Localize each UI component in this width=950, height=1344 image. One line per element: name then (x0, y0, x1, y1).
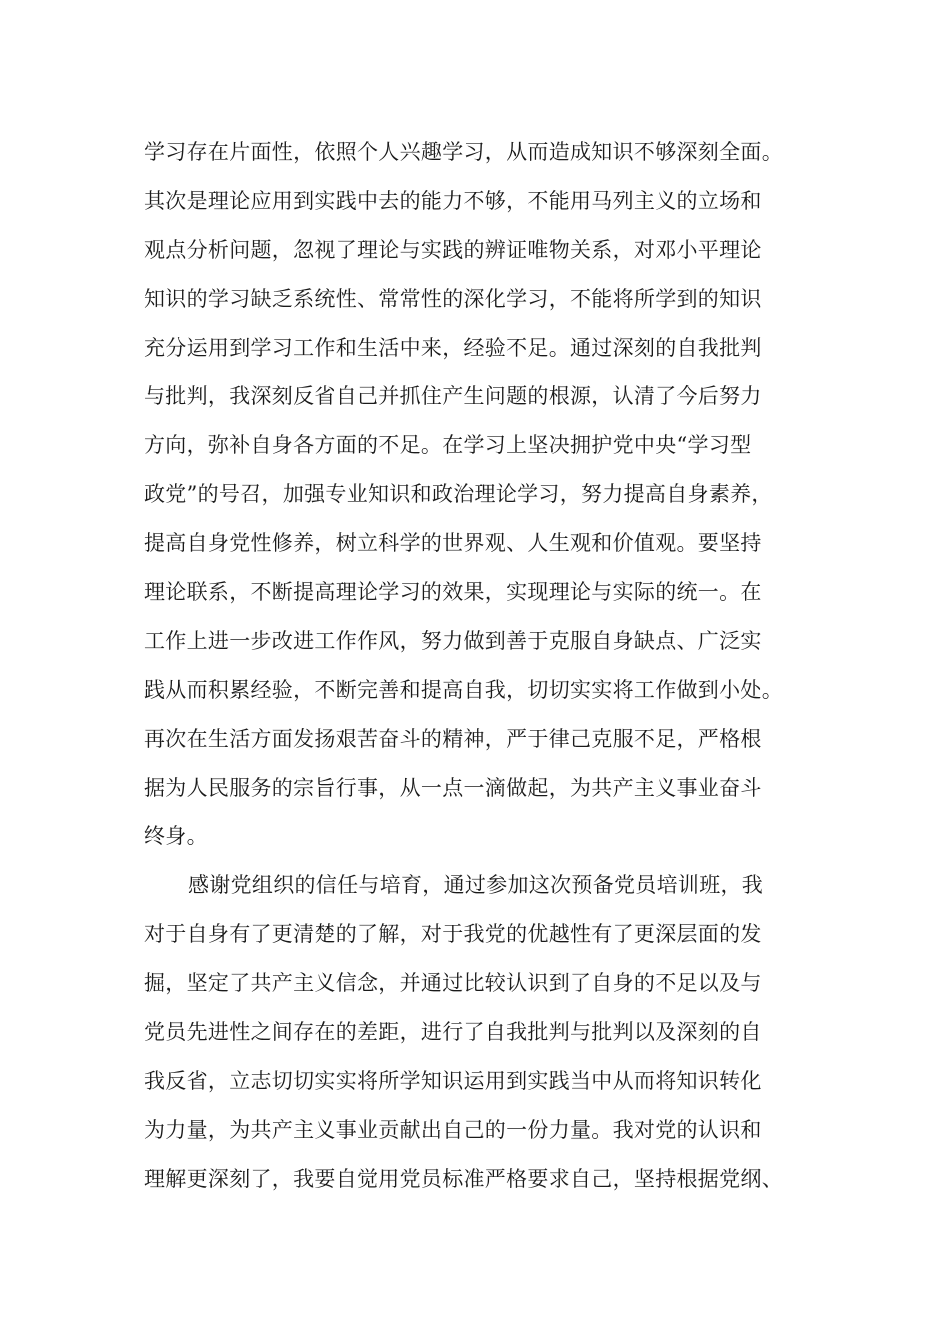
paragraph-line: 理解更深刻了，我要自觉用党员标准严格要求自己，坚持根据党纲、 (144, 1166, 783, 1191)
paragraph-line: 再次在生活方面发扬艰苦奋斗的精神，严于律己克服不足，严格根 (144, 726, 762, 751)
paragraph-line: 终身。 (144, 824, 208, 849)
paragraph-line: 其次是理论应用到实践中去的能力不够，不能用马列主义的立场和 (144, 188, 762, 213)
paragraph-line: 与批判，我深刻反省自己并抓住产生问题的根源，认清了今后努力 (144, 384, 762, 409)
paragraph-line: 理论联系，不断提高理论学习的效果，实现理论与实际的统一。在 (144, 580, 762, 605)
paragraph-line: 充分运用到学习工作和生活中来，经验不足。通过深刻的自我批判 (144, 335, 762, 360)
paragraph-line: 掘，坚定了共产主义信念，并通过比较认识到了自身的不足以及与 (144, 971, 762, 996)
paragraph-line: 我反省，立志切切实实将所学知识运用到实践当中从而将知识转化 (144, 1068, 762, 1093)
paragraph-line: 对于自身有了更清楚的了解，对于我党的优越性有了更深层面的发 (144, 922, 762, 947)
paragraph-line: 政党”的号召，加强专业知识和政治理论学习，努力提高自身素养， (144, 482, 773, 507)
paragraph-line: 观点分析问题，忽视了理论与实践的辨证唯物关系，对邓小平理论 (144, 237, 762, 262)
paragraph-line: 党员先进性之间存在的差距，进行了自我批判与批判以及深刻的自 (144, 1020, 762, 1045)
paragraph-line: 知识的学习缺乏系统性、常常性的深化学习，不能将所学到的知识 (144, 286, 762, 311)
paragraph-line: 践从而积累经验，不断完善和提高自我，切切实实将工作做到小处。 (144, 677, 783, 702)
paragraph-line: 方向，弥补自身各方面的不足。在学习上坚决拥护党中央“学习型 (144, 433, 752, 458)
paragraph-line: 工作上进一步改进工作作风，努力做到善于克服自身缺点、广泛实 (144, 628, 762, 653)
paragraph-first-line: 感谢党组织的信任与培育，通过参加这次预备党员培训班，我 (188, 873, 764, 898)
paragraph-line: 提高自身党性修养，树立科学的世界观、人生观和价值观。要坚持 (144, 531, 762, 556)
body-text (144, 128, 834, 1204)
paragraph-line: 学习存在片面性，依照个人兴趣学习，从而造成知识不够深刻全面。 (144, 140, 783, 164)
paragraph-line: 为力量，为共产主义事业贡献出自己的一份力量。我对党的认识和 (144, 1117, 762, 1142)
paragraph-line: 据为人民服务的宗旨行事，从一点一滴做起，为共产主义事业奋斗 (144, 775, 762, 800)
